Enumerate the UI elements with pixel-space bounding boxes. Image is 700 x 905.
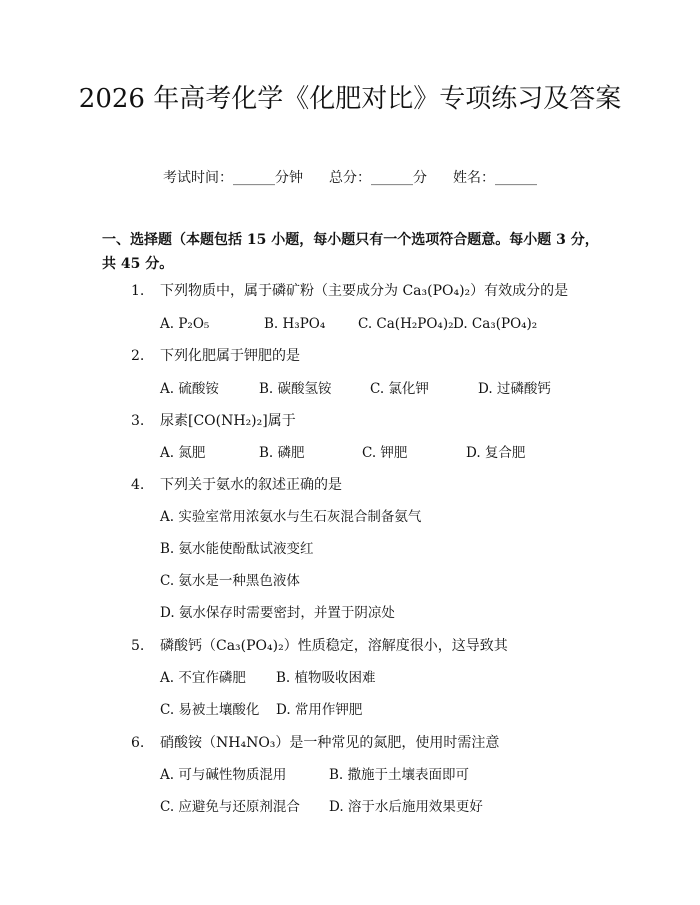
- option-d: D. Ca₃(PO₄)₂: [453, 316, 538, 332]
- option-d: D. 过磷酸钙: [478, 381, 551, 397]
- page-title: 2026 年高考化学《化肥对比》专项练习及答案: [78, 84, 622, 114]
- section-heading: 一、选择题（本题包括 15 小题，每小题只有一个选项符合题意。每小题 3 分，共 45 分。: [102, 232, 599, 272]
- option-a: A. 实验室常用浓氨水与生石灰混合制备氨气: [160, 509, 422, 525]
- question-number: 2.: [131, 348, 145, 364]
- question-stem: 下列关于氨水的叙述正确的是: [160, 477, 342, 493]
- name-field: 姓名：______: [453, 170, 537, 186]
- option-c: C. 应避免与还原剂混合: [160, 799, 300, 815]
- option-a: A. 氮肥: [160, 445, 206, 461]
- question-number: 1.: [131, 283, 145, 299]
- option-b: B. H₃PO₄: [264, 316, 326, 332]
- option-d: D. 溶于水后施用效果更好: [329, 799, 483, 815]
- option-c: C. Ca(H₂PO₄)₂: [358, 316, 454, 332]
- total-score-field: 总分：______分: [329, 170, 427, 186]
- question-stem: 磷酸钙（Ca₃(PO₄)₂）性质稳定，溶解度很小，这导致其: [160, 638, 508, 654]
- option-a: A. P₂O₅: [160, 316, 210, 332]
- option-d: D. 复合肥: [466, 445, 526, 461]
- question-number: 5.: [131, 638, 145, 654]
- exam-time-field: 考试时间：______分钟: [163, 170, 303, 186]
- exam-info-line: [0, 168, 700, 188]
- question-stem: 硝酸铵（NH₄NO₃）是一种常见的氮肥，使用时需注意: [160, 735, 500, 751]
- option-d: D. 氨水保存时需要密封，并置于阴凉处: [160, 605, 395, 621]
- option-a: A. 硫酸铵: [160, 381, 219, 397]
- option-b: B. 植物吸收困难: [276, 670, 376, 686]
- option-a: A. 不宜作磷肥: [160, 670, 246, 686]
- option-c: C. 氯化钾: [370, 381, 429, 397]
- question-number: 6.: [131, 735, 145, 751]
- option-b: B. 氨水能使酚酞试液变红: [160, 541, 314, 557]
- question-stem: 下列化肥属于钾肥的是: [160, 348, 300, 364]
- option-b: B. 碳酸氢铵: [259, 381, 332, 397]
- question-stem: 尿素[CO(NH₂)₂]属于: [160, 413, 296, 429]
- question-number: 3.: [131, 413, 145, 429]
- question-stem: 下列物质中，属于磷矿粉（主要成分为 Ca₃(PO₄)₂）有效成分的是: [160, 283, 569, 299]
- option-c: C. 氨水是一种黑色液体: [160, 573, 300, 589]
- option-d: D. 常用作钾肥: [276, 702, 363, 718]
- option-c: C. 钾肥: [362, 445, 408, 461]
- question-number: 4.: [131, 477, 145, 493]
- option-b: B. 磷肥: [259, 445, 305, 461]
- option-a: A. 可与碱性物质混用: [160, 767, 287, 783]
- option-c: C. 易被土壤酸化: [160, 702, 260, 718]
- option-b: B. 撒施于土壤表面即可: [329, 767, 470, 783]
